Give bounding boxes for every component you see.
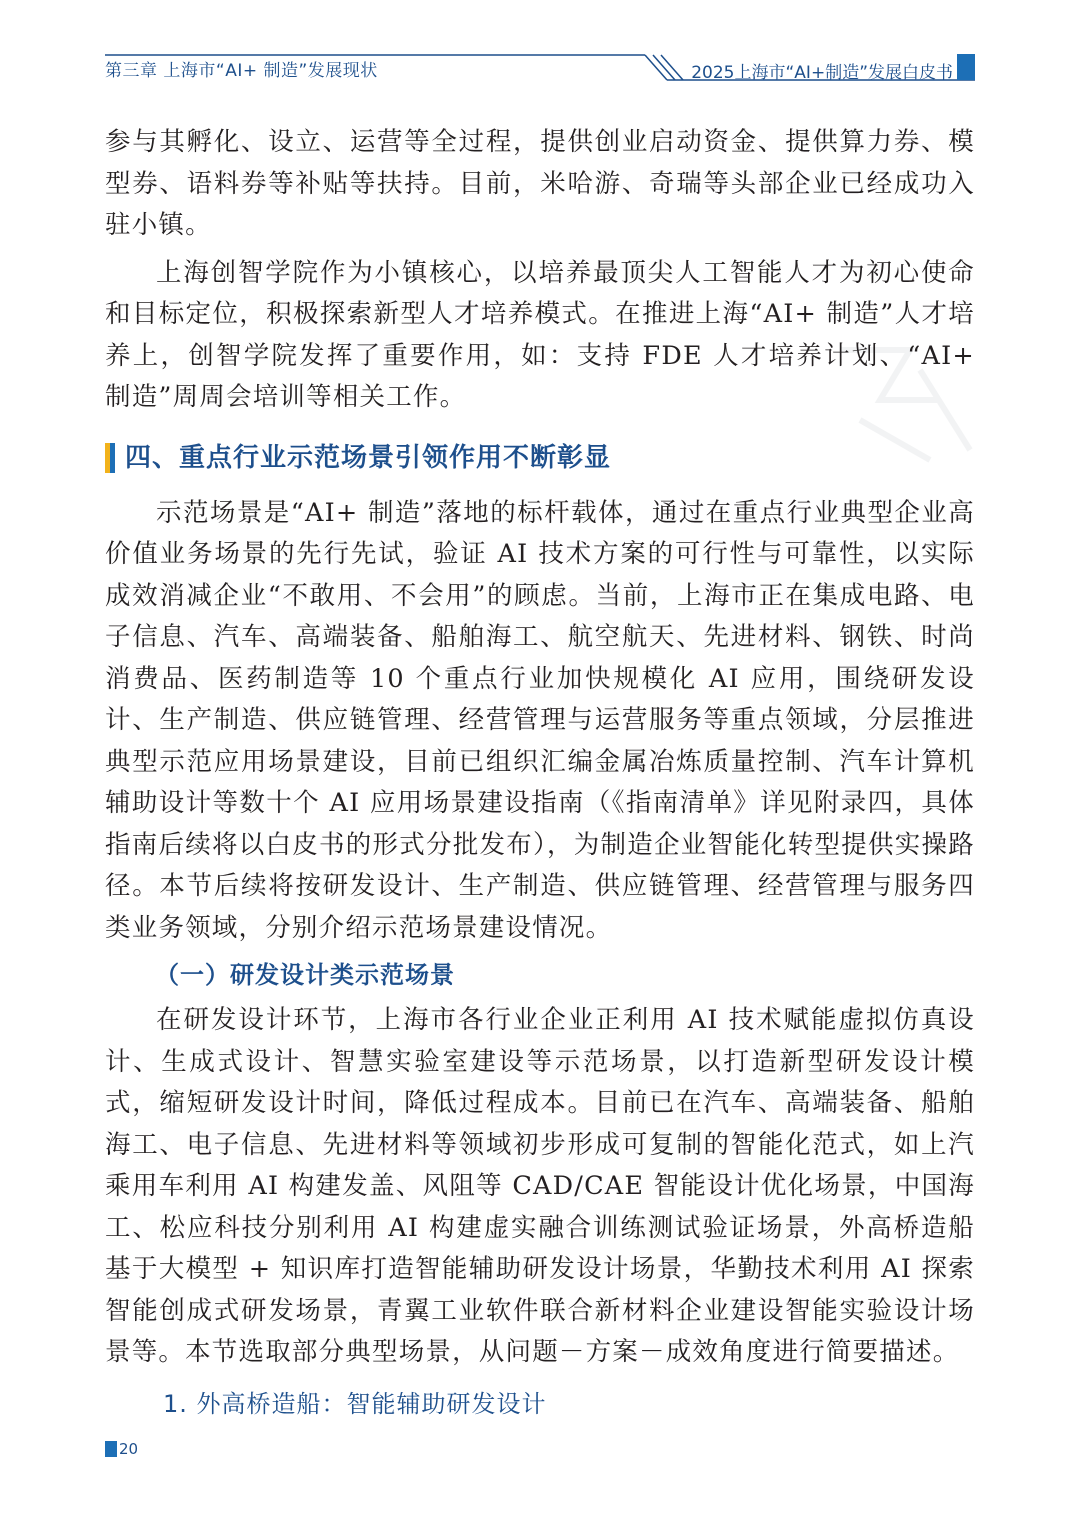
item-title: 1. 外高桥造船：智能辅助研发设计 xyxy=(163,1389,547,1418)
paragraph-2: 上海创智学院作为小镇核心，以培养最顶尖人工智能人才为初心使命和目标定位，积极探索新型人才培养模式。在推进上海“AI+ 制造”人才培养上，创智学院发挥了重要作用，如：支持 FDE 人才培养计划、“AI+ 制造”周周会培训等相关工作。 xyxy=(105,257,975,412)
page-content xyxy=(105,122,975,1419)
page-footer xyxy=(105,1440,138,1458)
subsection-title: （一）研发设计类示范场景 xyxy=(155,961,455,989)
paragraph-1: 参与其孵化、设立、运营等全过程，提供创业启动资金、提供算力券、模型券、语料券等补贴等扶持。目前，米哈游、奇瑞等头部企业已经成功入驻小镇。 xyxy=(105,127,975,240)
chapter-title: 第三章 上海市“AI+ 制造”发展现状 xyxy=(105,61,378,81)
header-color-block xyxy=(957,54,975,80)
page-header xyxy=(105,50,975,84)
section-heading xyxy=(105,437,975,477)
footer-color-block xyxy=(105,1441,117,1457)
section-marker xyxy=(105,443,115,473)
paragraph-3: 示范场景是“AI+ 制造”落地的标杆载体，通过在重点行业典型企业高价值业务场景的先行先试，验证 AI 技术方案的可行性与可靠性，以实际成效消减企业“不敢用、不会用”的顾虑。当前，上海市正在集成电路、电子信息、汽车、高端装备、船舶海工、航空航天、先进材料、钢铁、时尚消费品、医药制造等 10 个重点行业加快规模化 AI 应用，围绕研发设计、生产制造、供应链管理、经营管理与运营服务等重点领域，分层推进典型示范应用场景建设，目前已组织汇编金属冶炼质量控制、汽车计算机辅助设计等数十个 AI 应用场景建设指南（《指南清单》详见附录四，具体指南后续将以白皮书的形式分批发布），为制造企业智能化转型提供实操路径。本节后续将按研发设计、生产制造、供应链管理、经营管理与服务四类业务领域，分别介绍示范场景建设情况。 xyxy=(105,497,975,943)
section-title: 四、重点行业示范场景引领作用不断彰显 xyxy=(125,442,612,473)
page-number: 20 xyxy=(119,1440,139,1458)
book-title: 2025上海市“AI+制造”发展白皮书 xyxy=(691,63,953,83)
paragraph-4: 在研发设计环节，上海市各行业企业正利用 AI 技术赋能虚拟仿真设计、生成式设计、智慧实验室建设等示范场景，以打造新型研发设计模式，缩短研发设计时间，降低过程成本。目前已在汽车、高端装备、船舶海工、电子信息、先进材料等领域初步形成可复制的智能化范式，如上汽乘用车利用 AI 构建发盖、风阻等 CAD/CAE 智能设计优化场景，中国海工、松应科技分别利用 AI 构建虚实融合训练测试验证场景，外高桥造船基于大模型 + 知识库打造智能辅助研发设计场景，华勤技术利用 AI 探索智能创成式研发场景，青翼工业软件联合新材料企业建设智能实验设计场景等。本节选取部分典型场景，从问题－方案－成效角度进行简要描述。 xyxy=(105,1005,975,1367)
